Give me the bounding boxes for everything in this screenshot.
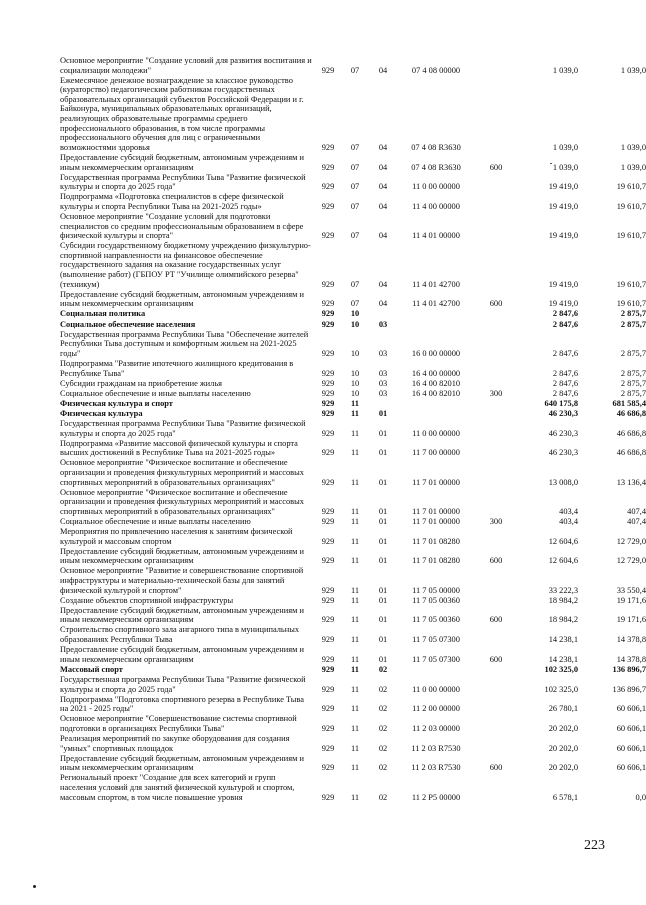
row-expense-type: 600: [489, 615, 503, 625]
row-amount-1: 1 039,0: [552, 65, 578, 75]
table-row: [60, 398, 646, 409]
row-podrazdel: 01: [378, 556, 388, 566]
row-name: Государственная программа Республики Тыва "Развитие физической культуры и спорта до 2025 года": [60, 418, 306, 438]
row-razdel: 07: [350, 142, 360, 152]
row-amount-2: 1 039,0: [620, 65, 646, 75]
table-row: [60, 645, 646, 664]
budget-table: [60, 56, 646, 803]
table-row: [60, 773, 646, 802]
row-razdel: 11: [350, 792, 360, 802]
row-razdel: 07: [350, 182, 360, 192]
row-razdel: 11: [351, 398, 359, 408]
row-grbs: 929: [321, 595, 335, 605]
row-podrazdel: 01: [378, 615, 388, 625]
row-name: Предоставление субсидий бюджетным, автономным учреждениям и иным некоммерческим организациям: [60, 605, 304, 625]
table-row: [60, 358, 646, 378]
table-row: [60, 625, 646, 645]
row-amount-1: 46 230,3: [548, 408, 578, 418]
row-grbs: 929: [321, 65, 335, 75]
row-target-article: 11 0 00 00000: [412, 182, 460, 192]
row-amount-2: 19 610,7: [616, 182, 646, 192]
row-name: Региональный проект "Создание для всех категорий и групп населения условий для занятий физической культурой и спортом, массовым спортом, в том числе повышение уровня: [60, 773, 295, 802]
row-podrazdel: 01: [378, 477, 388, 487]
row-razdel: 11: [350, 448, 360, 458]
page-number: 223: [584, 838, 605, 853]
row-grbs: 929: [321, 477, 335, 487]
row-amount-2: 13 136,4: [616, 477, 646, 487]
row-razdel: 07: [350, 162, 360, 172]
table-row: [60, 664, 646, 675]
row-amount-2: 2 875,7: [620, 378, 646, 388]
row-name: Ежемесячное денежное вознаграждение за классное руководство (кураторство) педагогическим работникам государственных образовательных организаций субъектов Российской Федерации и г. Байконура, муниципальных образовательных организаций, реализующих образовательные программы среднего профессионального образования, в том числе программы профессионального обучения для лиц с ограниченными возможностями здоровья: [60, 75, 304, 152]
row-amount-2: 1 039,0: [620, 162, 646, 172]
row-name: Предоставление субсидий бюджетным, автономным учреждениям и иным некоммерческим организациям: [60, 289, 304, 309]
row-grbs: 929: [321, 231, 335, 241]
row-grbs: 929: [321, 398, 335, 408]
row-amount-1: 102 325,0: [544, 684, 578, 694]
row-target-article: 16 0 00 00000: [411, 348, 461, 358]
row-target-article: 11 2 P5 00000: [411, 792, 461, 802]
row-name: Субсидии гражданам на приобретение жилья: [60, 378, 222, 388]
row-podrazdel: 03: [378, 388, 388, 398]
row-amount-2: 33 550,4: [616, 585, 646, 595]
row-expense-type: 300: [489, 388, 503, 398]
table-row: [60, 75, 646, 153]
row-name: Основное мероприятие "Физическое воспитание и обеспечение организации и проведения физкультурных мероприятий и массовых спортивных мероприятий в образовательных организациях": [60, 487, 304, 516]
row-amount-2: 407,4: [627, 516, 646, 526]
table-row: [60, 516, 646, 527]
row-target-article: 11 2 03 00000: [412, 723, 460, 733]
row-razdel: 11: [350, 684, 360, 694]
row-podrazdel: 01: [378, 506, 388, 516]
row-podrazdel: 02: [378, 743, 388, 753]
row-podrazdel: 04: [378, 142, 388, 152]
row-grbs: 929: [321, 299, 335, 309]
row-name: Мероприятия по привлечению населения к занятиям физической культурой и массовым спортом: [60, 527, 293, 546]
row-podrazdel: 01: [378, 654, 388, 664]
row-name: Основное мероприятие "Создание условий для подготовки специалистов со средним профессиональным образованием в сфере физической культуры и спорта": [60, 212, 304, 241]
row-razdel: 11: [350, 635, 360, 645]
row-amount-2: 2 875,7: [620, 348, 646, 358]
row-podrazdel: 02: [378, 763, 388, 773]
row-podrazdel: 03: [378, 348, 388, 358]
row-podrazdel: 02: [378, 792, 388, 802]
table-row: [60, 595, 646, 606]
row-target-article: 11 2 03 R7530: [411, 743, 461, 753]
row-grbs: 929: [321, 704, 335, 714]
table-row: [60, 192, 646, 211]
row-podrazdel: 02: [378, 684, 388, 694]
table-row: [60, 152, 646, 172]
row-name: Подпрограмма "Развитие ипотечного жилищного кредитования в Республике Тыва": [60, 358, 294, 378]
row-amount-1: 18 984,2: [548, 595, 578, 605]
row-podrazdel: 04: [378, 299, 388, 309]
row-podrazdel: 02: [378, 704, 388, 714]
row-razdel: 11: [350, 763, 360, 773]
row-target-article: 11 7 01 08280: [412, 536, 460, 546]
table-row: [60, 733, 646, 753]
row-name: Строительство спортивного зала ангарного типа в муниципальных образованиях Республики Тыва: [60, 625, 300, 645]
row-razdel: 10: [350, 348, 360, 358]
table-row: [60, 408, 646, 419]
row-razdel: 07: [350, 65, 360, 75]
scan-mark: [550, 163, 552, 164]
table-row: [60, 527, 646, 546]
row-name: Подпрограмма «Развитие массовой физической культуры и спорта высших достижений в Республике Тыва на 2021-2025 годы»: [60, 438, 298, 458]
row-amount-2: 60 606,1: [616, 743, 646, 753]
row-amount-2: 12 729,0: [616, 536, 646, 546]
row-podrazdel: 01: [378, 428, 388, 438]
row-name: Государственная программа Республики Тыва "Развитие физической культуры и спорта до 2025 года": [60, 674, 306, 694]
row-razdel: 10: [350, 319, 360, 329]
row-razdel: 07: [350, 201, 360, 211]
row-podrazdel: 01: [378, 516, 388, 526]
row-amount-1: 46 230,3: [548, 448, 578, 458]
row-name: Предоставление субсидий бюджетным, автономным учреждениям и иным некоммерческим организациям: [60, 753, 304, 773]
row-amount-2: 2 875,7: [620, 319, 646, 329]
row-razdel: 11: [350, 536, 360, 546]
row-target-article: 07 4 08 R3630: [411, 142, 461, 152]
row-target-article: 16 4 00 00000: [411, 368, 461, 378]
row-podrazdel: 01: [378, 536, 388, 546]
row-amount-1: 12 604,6: [548, 556, 578, 566]
row-target-article: 11 2 03 R7530: [411, 763, 461, 773]
row-amount-2: 407,4: [627, 506, 646, 516]
row-razdel: 10: [350, 368, 360, 378]
row-target-article: 11 0 00 00000: [412, 428, 460, 438]
row-expense-type: 600: [489, 654, 503, 664]
row-podrazdel: 01: [378, 408, 388, 418]
row-amount-2: 1 039,0: [620, 142, 646, 152]
row-target-article: 07 4 08 R3630: [411, 162, 461, 172]
row-amount-2: 681 585,4: [612, 398, 646, 408]
scan-dot: [33, 885, 36, 888]
row-podrazdel: 01: [378, 448, 388, 458]
row-amount-1: 19 419,0: [548, 279, 578, 289]
row-grbs: 929: [321, 309, 335, 319]
row-podrazdel: 04: [378, 65, 388, 75]
row-razdel: 10: [350, 388, 360, 398]
table-row: [60, 388, 646, 399]
row-amount-2: 19 610,7: [616, 201, 646, 211]
row-grbs: 929: [321, 585, 335, 595]
row-name: Основное мероприятие "Развитие и совершенствование спортивной инфраструктуры и материально-технической базы для занятий физической культурой и спортом": [60, 566, 304, 595]
row-name: Основное мероприятие "Создание условий для развития воспитания и социализации молодежи": [60, 56, 312, 75]
row-name: Подпрограмма "Подготовка спортивного резерва в Республике Тыва на 2021 - 2025 годы": [60, 694, 304, 714]
row-amount-2: 60 606,1: [616, 723, 646, 733]
row-name: Физическая культура: [60, 408, 143, 418]
row-razdel: 11: [350, 477, 360, 487]
row-razdel: 11: [351, 664, 359, 674]
row-amount-1: 2 847,6: [552, 378, 578, 388]
row-amount-1: 2 847,6: [552, 348, 578, 358]
row-name: Физическая культура и спорт: [60, 398, 173, 408]
row-razdel: 11: [350, 743, 360, 753]
row-amount-2: 60 606,1: [616, 704, 646, 714]
row-amount-2: 19 610,7: [616, 279, 646, 289]
table-row: [60, 309, 646, 319]
row-target-article: 11 2 00 00000: [412, 704, 460, 714]
row-name: Предоставление субсидий бюджетным, автономным учреждениям и иным некоммерческим организациям: [60, 546, 304, 566]
row-amount-2: 19 171,6: [616, 595, 646, 605]
row-amount-2: 2 875,7: [620, 388, 646, 398]
row-razdel: 07: [350, 299, 360, 309]
row-grbs: 929: [321, 408, 335, 418]
row-amount-2: 136 896,7: [612, 684, 646, 694]
row-razdel: 11: [350, 506, 360, 516]
row-podrazdel: 04: [378, 201, 388, 211]
row-target-article: 16 4 00 82010: [411, 378, 461, 388]
row-amount-1: 2 847,6: [552, 319, 578, 329]
row-razdel: 10: [350, 309, 360, 319]
table-row: [60, 566, 646, 595]
row-amount-2: 19 171,6: [616, 615, 646, 625]
row-podrazdel: 04: [378, 162, 388, 172]
row-amount-1: 1 039,0: [552, 162, 578, 172]
row-amount-2: 46 686,8: [616, 408, 646, 418]
row-expense-type: 600: [489, 299, 503, 309]
row-target-article: 11 4 01 42700: [412, 299, 460, 309]
row-podrazdel: 03: [378, 368, 388, 378]
row-amount-2: 19 610,7: [616, 231, 646, 241]
table-row: [60, 694, 646, 714]
row-grbs: 929: [321, 635, 335, 645]
row-name: Массовый спорт: [60, 664, 123, 674]
table-row: [60, 241, 646, 289]
row-name: Государственная программа Республики Тыва "Развитие физической культуры и спорта до 2025 года": [60, 172, 306, 192]
row-podrazdel: 02: [378, 664, 388, 674]
row-amount-2: 2 875,7: [620, 368, 646, 378]
row-amount-2: 14 378,8: [616, 635, 646, 645]
row-amount-1: 18 984,2: [548, 615, 578, 625]
row-target-article: 11 7 05 00000: [412, 585, 460, 595]
row-razdel: 11: [350, 516, 360, 526]
table-row: [60, 674, 646, 694]
row-target-article: 11 4 01 42700: [412, 279, 460, 289]
row-grbs: 929: [321, 162, 335, 172]
row-target-article: 11 7 00 00000: [412, 448, 460, 458]
table-row: [60, 753, 646, 773]
table-row: [60, 714, 646, 733]
row-razdel: 11: [350, 585, 360, 595]
row-name: Предоставление субсидий бюджетным, автономным учреждениям и иным некоммерческим организациям: [60, 645, 304, 664]
row-target-article: 11 7 05 00360: [412, 595, 460, 605]
row-amount-1: 640 175,8: [544, 398, 578, 408]
row-amount-2: 2 875,7: [620, 309, 646, 319]
row-grbs: 929: [321, 763, 335, 773]
row-podrazdel: 03: [378, 378, 388, 388]
row-name: Создание объектов спортивной инфраструктуры: [60, 595, 234, 605]
row-name: Государственная программа Республики Тыва "Обеспечение жителей Республики Тыва доступным и комфортным жильем на 2021-2025 годы": [60, 329, 309, 358]
row-razdel: 07: [350, 279, 360, 289]
row-podrazdel: 04: [378, 279, 388, 289]
table-row: [60, 319, 646, 330]
row-target-article: 11 0 00 00000: [412, 684, 460, 694]
row-grbs: 929: [321, 556, 335, 566]
row-podrazdel: 01: [378, 635, 388, 645]
row-name: Основное мероприятие "Физическое воспитание и обеспечение организации и проведения физкультурных мероприятий и массовых спортивных мероприятий в образовательных организациях": [60, 458, 304, 487]
row-target-article: 11 4 01 00000: [412, 231, 460, 241]
row-target-article: 11 7 05 07300: [412, 654, 460, 664]
row-target-article: 11 7 01 08280: [412, 556, 460, 566]
row-razdel: 11: [350, 615, 360, 625]
table-row: [60, 458, 646, 487]
row-amount-2: 0,0: [635, 792, 646, 802]
row-amount-2: 12 729,0: [616, 556, 646, 566]
row-podrazdel: 03: [378, 319, 388, 329]
row-amount-2: 19 610,7: [616, 299, 646, 309]
row-expense-type: 600: [489, 763, 503, 773]
row-amount-1: 2 847,6: [552, 388, 578, 398]
row-razdel: 10: [350, 378, 360, 388]
row-amount-1: 1 039,0: [552, 142, 578, 152]
row-grbs: 929: [321, 201, 335, 211]
row-amount-1: 19 419,0: [548, 231, 578, 241]
row-grbs: 929: [321, 378, 335, 388]
row-grbs: 929: [321, 142, 335, 152]
row-amount-1: 19 419,0: [548, 182, 578, 192]
row-podrazdel: 04: [378, 182, 388, 192]
row-grbs: 929: [321, 684, 335, 694]
row-name: Социальная политика: [60, 309, 146, 319]
row-name: Социальное обеспечение и иные выплаты населению: [60, 388, 251, 398]
row-razdel: 11: [350, 723, 360, 733]
row-name: Предоставление субсидий бюджетным, автономным учреждениям и иным некоммерческим организациям: [60, 152, 304, 172]
row-amount-1: 6 578,1: [552, 792, 578, 802]
table-row: [60, 212, 646, 241]
row-amount-2: 136 896,7: [612, 664, 646, 674]
table-row: [60, 378, 646, 389]
row-razdel: 11: [350, 654, 360, 664]
row-expense-type: 300: [489, 516, 503, 526]
row-amount-2: 46 686,8: [616, 448, 646, 458]
row-target-article: 11 7 05 00360: [412, 615, 460, 625]
table-row: [60, 56, 646, 75]
row-razdel: 11: [350, 556, 360, 566]
row-amount-1: 102 325,0: [544, 664, 578, 674]
table-row: [60, 546, 646, 566]
row-grbs: 929: [321, 428, 335, 438]
table-row: [60, 329, 646, 359]
row-podrazdel: 01: [378, 585, 388, 595]
row-podrazdel: 02: [378, 723, 388, 733]
row-amount-1: 2 847,6: [552, 368, 578, 378]
row-grbs: 929: [321, 743, 335, 753]
row-razdel: 11: [350, 428, 360, 438]
row-expense-type: 600: [489, 556, 503, 566]
row-amount-1: 2 847,6: [552, 309, 578, 319]
row-target-article: 11 7 01 00000: [412, 516, 460, 526]
row-name: Основное мероприятие "Совершенствование системы спортивной подготовки в организациях Республики Тыва": [60, 714, 297, 733]
row-name: Субсидии государственному бюджетному учреждению физкультурно-спортивной направленности на финансовое обеспечение государственного задания на оказание государственных услуг (выполнение работ) (ГБПОУ РТ "Училище олимпийского резерва" (техникум): [60, 241, 311, 289]
row-amount-1: 20 202,0: [548, 763, 578, 773]
row-amount-1: 14 238,1: [548, 635, 578, 645]
row-amount-1: 46 230,3: [548, 428, 578, 438]
row-grbs: 929: [321, 723, 335, 733]
row-amount-2: 46 686,8: [616, 428, 646, 438]
row-razdel: 07: [350, 231, 360, 241]
table-row: [60, 418, 646, 438]
table-row: [60, 605, 646, 625]
row-amount-1: 19 419,0: [548, 201, 578, 211]
row-amount-1: 12 604,6: [548, 536, 578, 546]
row-expense-type: 600: [489, 162, 503, 172]
row-target-article: 16 4 00 82010: [411, 388, 461, 398]
row-grbs: 929: [321, 182, 335, 192]
row-amount-1: 19 419,0: [548, 299, 578, 309]
row-grbs: 929: [321, 279, 335, 289]
row-grbs: 929: [321, 319, 335, 329]
row-name: Реализация мероприятий по закупке оборудования для создания "умных" спортивных площадок: [60, 733, 290, 753]
row-grbs: 929: [321, 388, 335, 398]
table-row: [60, 172, 646, 192]
row-amount-1: 26 780,1: [548, 704, 578, 714]
row-target-article: 11 7 05 07300: [412, 635, 460, 645]
row-amount-1: 20 202,0: [548, 743, 578, 753]
table-row: [60, 289, 646, 309]
row-amount-2: 60 606,1: [616, 763, 646, 773]
row-podrazdel: 01: [378, 595, 388, 605]
row-amount-1: 13 008,0: [548, 477, 578, 487]
row-target-article: 11 7 01 00000: [412, 506, 460, 516]
row-amount-1: 33 222,3: [548, 585, 578, 595]
row-razdel: 11: [351, 408, 359, 418]
row-grbs: 929: [321, 654, 335, 664]
row-grbs: 929: [321, 536, 335, 546]
row-amount-2: 14 378,8: [616, 654, 646, 664]
row-grbs: 929: [321, 368, 335, 378]
row-razdel: 11: [350, 595, 360, 605]
row-target-article: 11 7 01 00000: [412, 477, 460, 487]
row-podrazdel: 04: [378, 231, 388, 241]
row-grbs: 929: [321, 664, 335, 674]
row-name: Социальное обеспечение населения: [60, 319, 196, 329]
row-name: Подпрограмма «Подготовка специалистов в сфере физической культуры и спорта Республики Тыва на 2021-2025 годы»: [60, 192, 284, 211]
row-grbs: 929: [321, 792, 335, 802]
row-amount-1: 403,4: [559, 506, 578, 516]
row-amount-1: 20 202,0: [548, 723, 578, 733]
row-grbs: 929: [321, 448, 335, 458]
row-amount-1: 403,4: [559, 516, 578, 526]
table-row: [60, 487, 646, 517]
row-name: Социальное обеспечение и иные выплаты населению: [60, 516, 251, 526]
row-target-article: 11 4 00 00000: [412, 201, 460, 211]
row-grbs: 929: [321, 516, 335, 526]
row-amount-1: 14 238,1: [548, 654, 578, 664]
row-grbs: 929: [321, 615, 335, 625]
row-razdel: 11: [350, 704, 360, 714]
row-grbs: 929: [321, 348, 335, 358]
table-row: [60, 438, 646, 458]
row-target-article: 07 4 08 00000: [411, 65, 461, 75]
row-grbs: 929: [321, 506, 335, 516]
